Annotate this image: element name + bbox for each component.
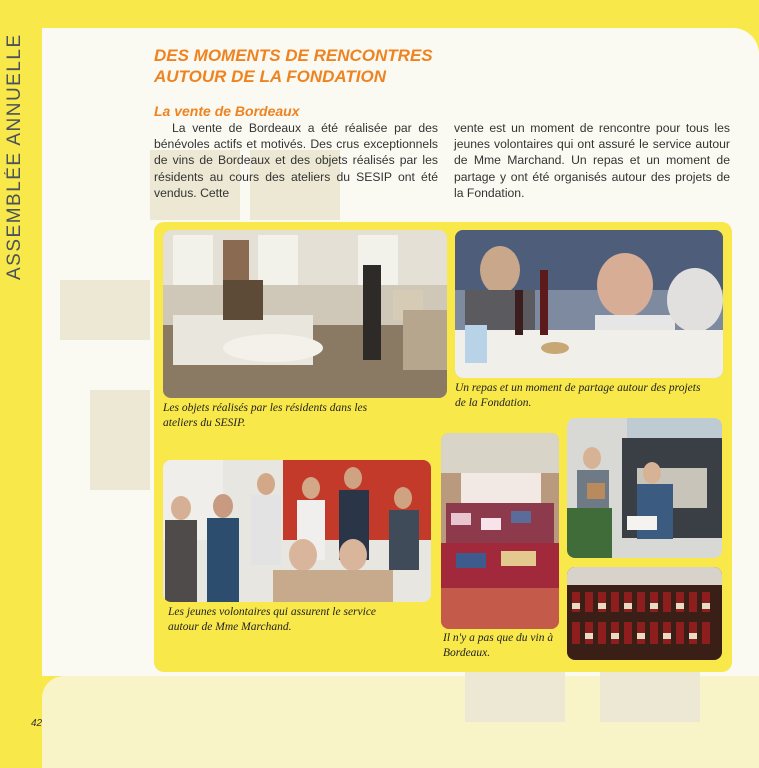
show-through-image: [600, 672, 700, 722]
page-number: 42: [31, 718, 43, 729]
section-title-vertical: ASSEMBLÉE ANNUELLE: [4, 33, 25, 280]
show-through-image: [90, 390, 150, 490]
show-through-image: [465, 672, 565, 722]
photo-sale-room: [163, 230, 447, 398]
photo-car-unloading: [567, 418, 722, 558]
article-heading: [154, 45, 474, 87]
photo-wine-bottles: [567, 567, 722, 660]
caption-photo-4: Il n'y a pas que du vin à Bordeaux.: [443, 632, 554, 659]
heading-line-1: DES MOMENTS DE RENCONTRES: [154, 46, 433, 65]
caption-photo-1: Les objets réalisés par les résidents dans les ateliers du SESIP.: [163, 402, 368, 429]
photo-meal: [455, 230, 723, 378]
subheading: La vente de Bordeaux: [154, 103, 300, 119]
heading-line-2: AUTOUR DE LA FONDATION: [154, 67, 387, 86]
show-through-image: [60, 280, 150, 340]
photo-volunteers: [163, 460, 431, 602]
caption-photo-3: Les jeunes volontaires qui assurent le service autour de Mme Marchand.: [168, 606, 377, 633]
body-column-1: La vente de Bordeaux a été réalisée par des bénévoles actifs et motivés. Des crus exceptionnels de vins de Bordeaux et des objets réalisés par les résidents au cours des ateliers du SESIP ont été vendus. Cette: [154, 121, 438, 200]
body-column-2: vente est un moment de rencontre pour tous les jeunes volontaires qui ont assuré le service autour de Mme Marchand. Un repas et un moment de partage y ont été organisés autour des projets de la Fondation.: [454, 121, 730, 200]
caption-photo-2: Un repas et un moment de partage autour des projets de la Fondation.: [455, 382, 701, 409]
photo-crafts-table: [441, 433, 559, 629]
